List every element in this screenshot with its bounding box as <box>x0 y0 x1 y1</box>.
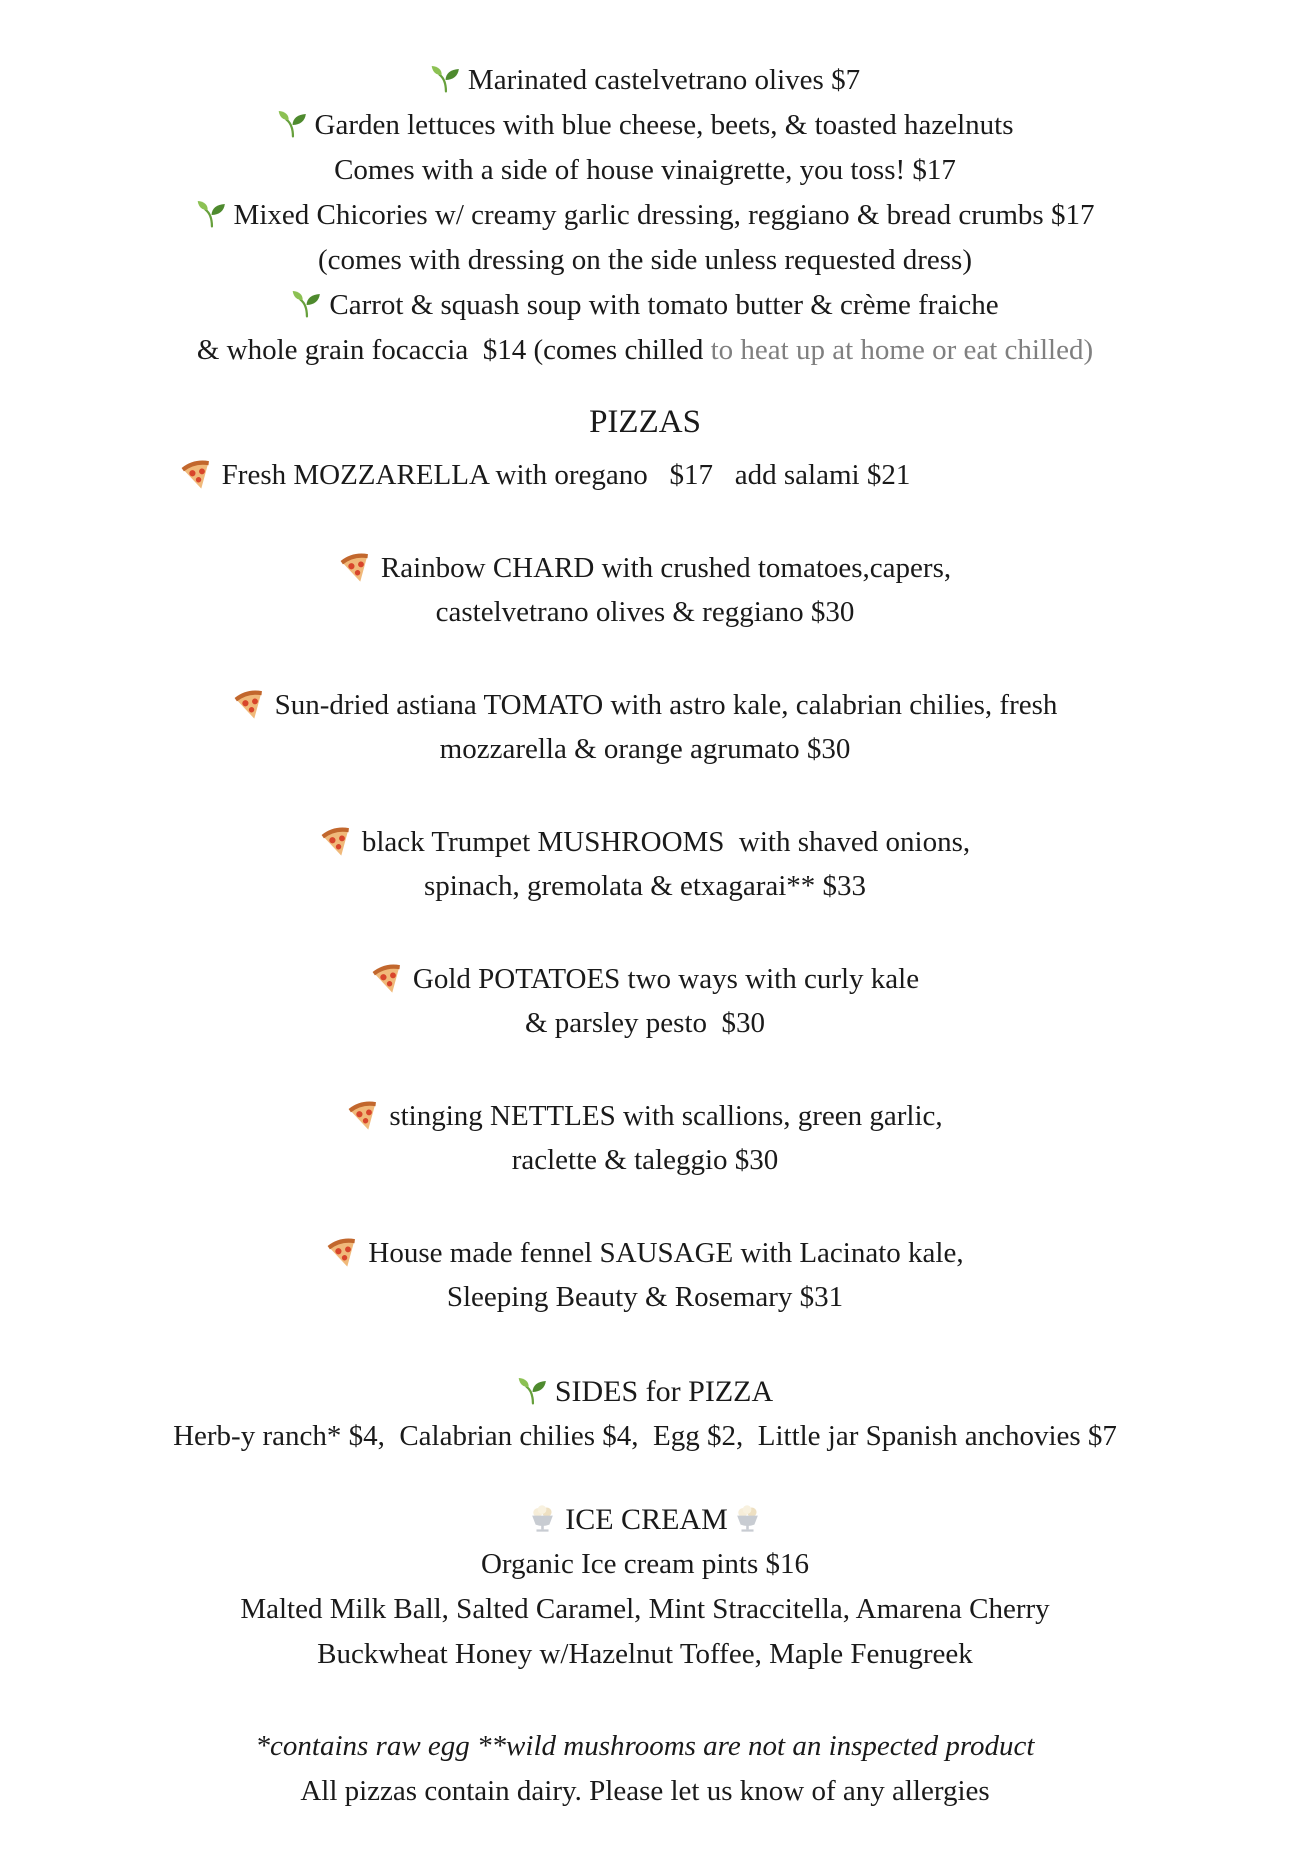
sides-title-line <box>0 1369 1290 1414</box>
pizza-item-tomato <box>0 683 1290 771</box>
pizza-item-text: Sleeping Beauty & Rosemary $31 <box>446 1281 844 1313</box>
icecream-title-line <box>0 1497 1290 1542</box>
pizza-item-text: Gold POTATOES two ways with curly kale <box>412 963 920 995</box>
icecream-line-flavors-2 <box>0 1632 1290 1677</box>
menu-text-muted: to heat up at home or eat chilled) <box>710 334 1094 366</box>
menu-text: Carrot & squash soup with tomato butter & crème fraiche <box>329 289 999 321</box>
menu-text: Garden lettuces with blue cheese, beets, & toasted hazelnuts <box>314 109 1014 141</box>
menu-line-vinaigrette-note <box>0 148 1290 193</box>
sides-title: SIDES for PIZZA <box>554 1375 774 1408</box>
pizza-item-sausage <box>0 1231 1290 1319</box>
seedling-icon <box>517 1374 548 1405</box>
footnote-text: *contains raw egg **wild mushrooms are not an inspected product <box>255 1730 1035 1762</box>
pizza-icon <box>367 956 409 998</box>
footnotes-section <box>0 1724 1290 1814</box>
footnote-text: All pizzas contain dairy. Please let us know of any allergies <box>300 1775 990 1807</box>
pizza-item-mozzarella <box>0 453 1290 497</box>
pizza-item-mushrooms <box>0 820 1290 908</box>
ice-cream-icon <box>732 1503 763 1534</box>
pizza-item-chard <box>0 546 1290 634</box>
pizza-item-text: Rainbow CHARD with crushed tomatoes,capers, <box>380 552 952 584</box>
pizza-item-text: raclette & taleggio $30 <box>511 1144 779 1176</box>
ice-cream-icon <box>527 1503 558 1534</box>
pizza-item-text: castelvetrano olives & reggiano $30 <box>435 596 855 628</box>
pizza-icon <box>176 452 218 494</box>
menu-text: Mixed Chicories w/ creamy garlic dressing, reggiano & bread crumbs $17 <box>233 199 1095 231</box>
menu-line-carrot-soup <box>0 283 1290 328</box>
icecream-line-pints <box>0 1542 1290 1587</box>
icecream-text: Organic Ice cream pints $16 <box>480 1548 809 1580</box>
pizza-item-text: spinach, gremolata & etxagarai** $33 <box>423 870 867 902</box>
pizza-item-text: Sun-dried astiana TOMATO with astro kale, calabrian chilies, fresh <box>274 689 1058 721</box>
pizza-item-text: & parsley pesto $30 <box>524 1007 765 1039</box>
menu-line-focaccia <box>0 328 1290 373</box>
sides-section <box>0 1369 1290 1459</box>
footnote-raw-egg <box>0 1724 1290 1769</box>
menu-text: & whole grain focaccia $14 (comes chilled <box>196 334 711 366</box>
seedling-icon <box>196 198 227 229</box>
pizzas-section-title: PIZZAS <box>589 404 701 440</box>
seedling-icon <box>291 288 322 319</box>
seedling-icon <box>430 63 461 94</box>
seedling-icon <box>277 108 308 139</box>
pizza-item-potatoes <box>0 957 1290 1045</box>
menu-line-mixed-chicories <box>0 193 1290 238</box>
pizza-item-text: black Trumpet MUSHROOMS with shaved onions, <box>361 826 971 858</box>
menu-line-garden-lettuces <box>0 103 1290 148</box>
pizza-icon <box>344 1093 386 1135</box>
pizza-item-nettles <box>0 1094 1290 1182</box>
menu-text: Comes with a side of house vinaigrette, you toss! $17 <box>334 154 956 186</box>
pizza-item-text: mozzarella & orange agrumato $30 <box>439 733 851 765</box>
pizza-icon <box>335 545 377 587</box>
sides-items-line <box>0 1414 1290 1459</box>
menu-line-dressing-note <box>0 238 1290 283</box>
sides-items-text: Herb-y ranch* $4, Calabrian chilies $4, Egg $2, Little jar Spanish anchovies $7 <box>173 1420 1117 1452</box>
pizza-item-text: House made fennel SAUSAGE with Lacinato kale, <box>368 1237 964 1269</box>
pizza-icon <box>316 819 358 861</box>
icecream-text: Buckwheat Honey w/Hazelnut Toffee, Maple Fenugreek <box>317 1638 973 1670</box>
pizza-icon <box>323 1230 365 1272</box>
pizza-icon <box>229 682 271 724</box>
menu-text: Marinated castelvetrano olives $7 <box>467 64 861 96</box>
pizza-item-text: Fresh MOZZARELLA with oregano $17 add salami $21 <box>221 459 911 491</box>
icecream-section <box>0 1497 1290 1677</box>
icecream-title: ICE CREAM <box>565 1503 728 1536</box>
icecream-text: Malted Milk Ball, Salted Caramel, Mint Straccitella, Amarena Cherry <box>240 1593 1050 1625</box>
menu-text: (comes with dressing on the side unless requested dress) <box>318 244 972 276</box>
menu-line-olives <box>0 58 1290 103</box>
footnote-dairy-allergies <box>0 1769 1290 1814</box>
pizza-item-text: stinging NETTLES with scallions, green garlic, <box>389 1100 943 1132</box>
icecream-line-flavors-1 <box>0 1587 1290 1632</box>
